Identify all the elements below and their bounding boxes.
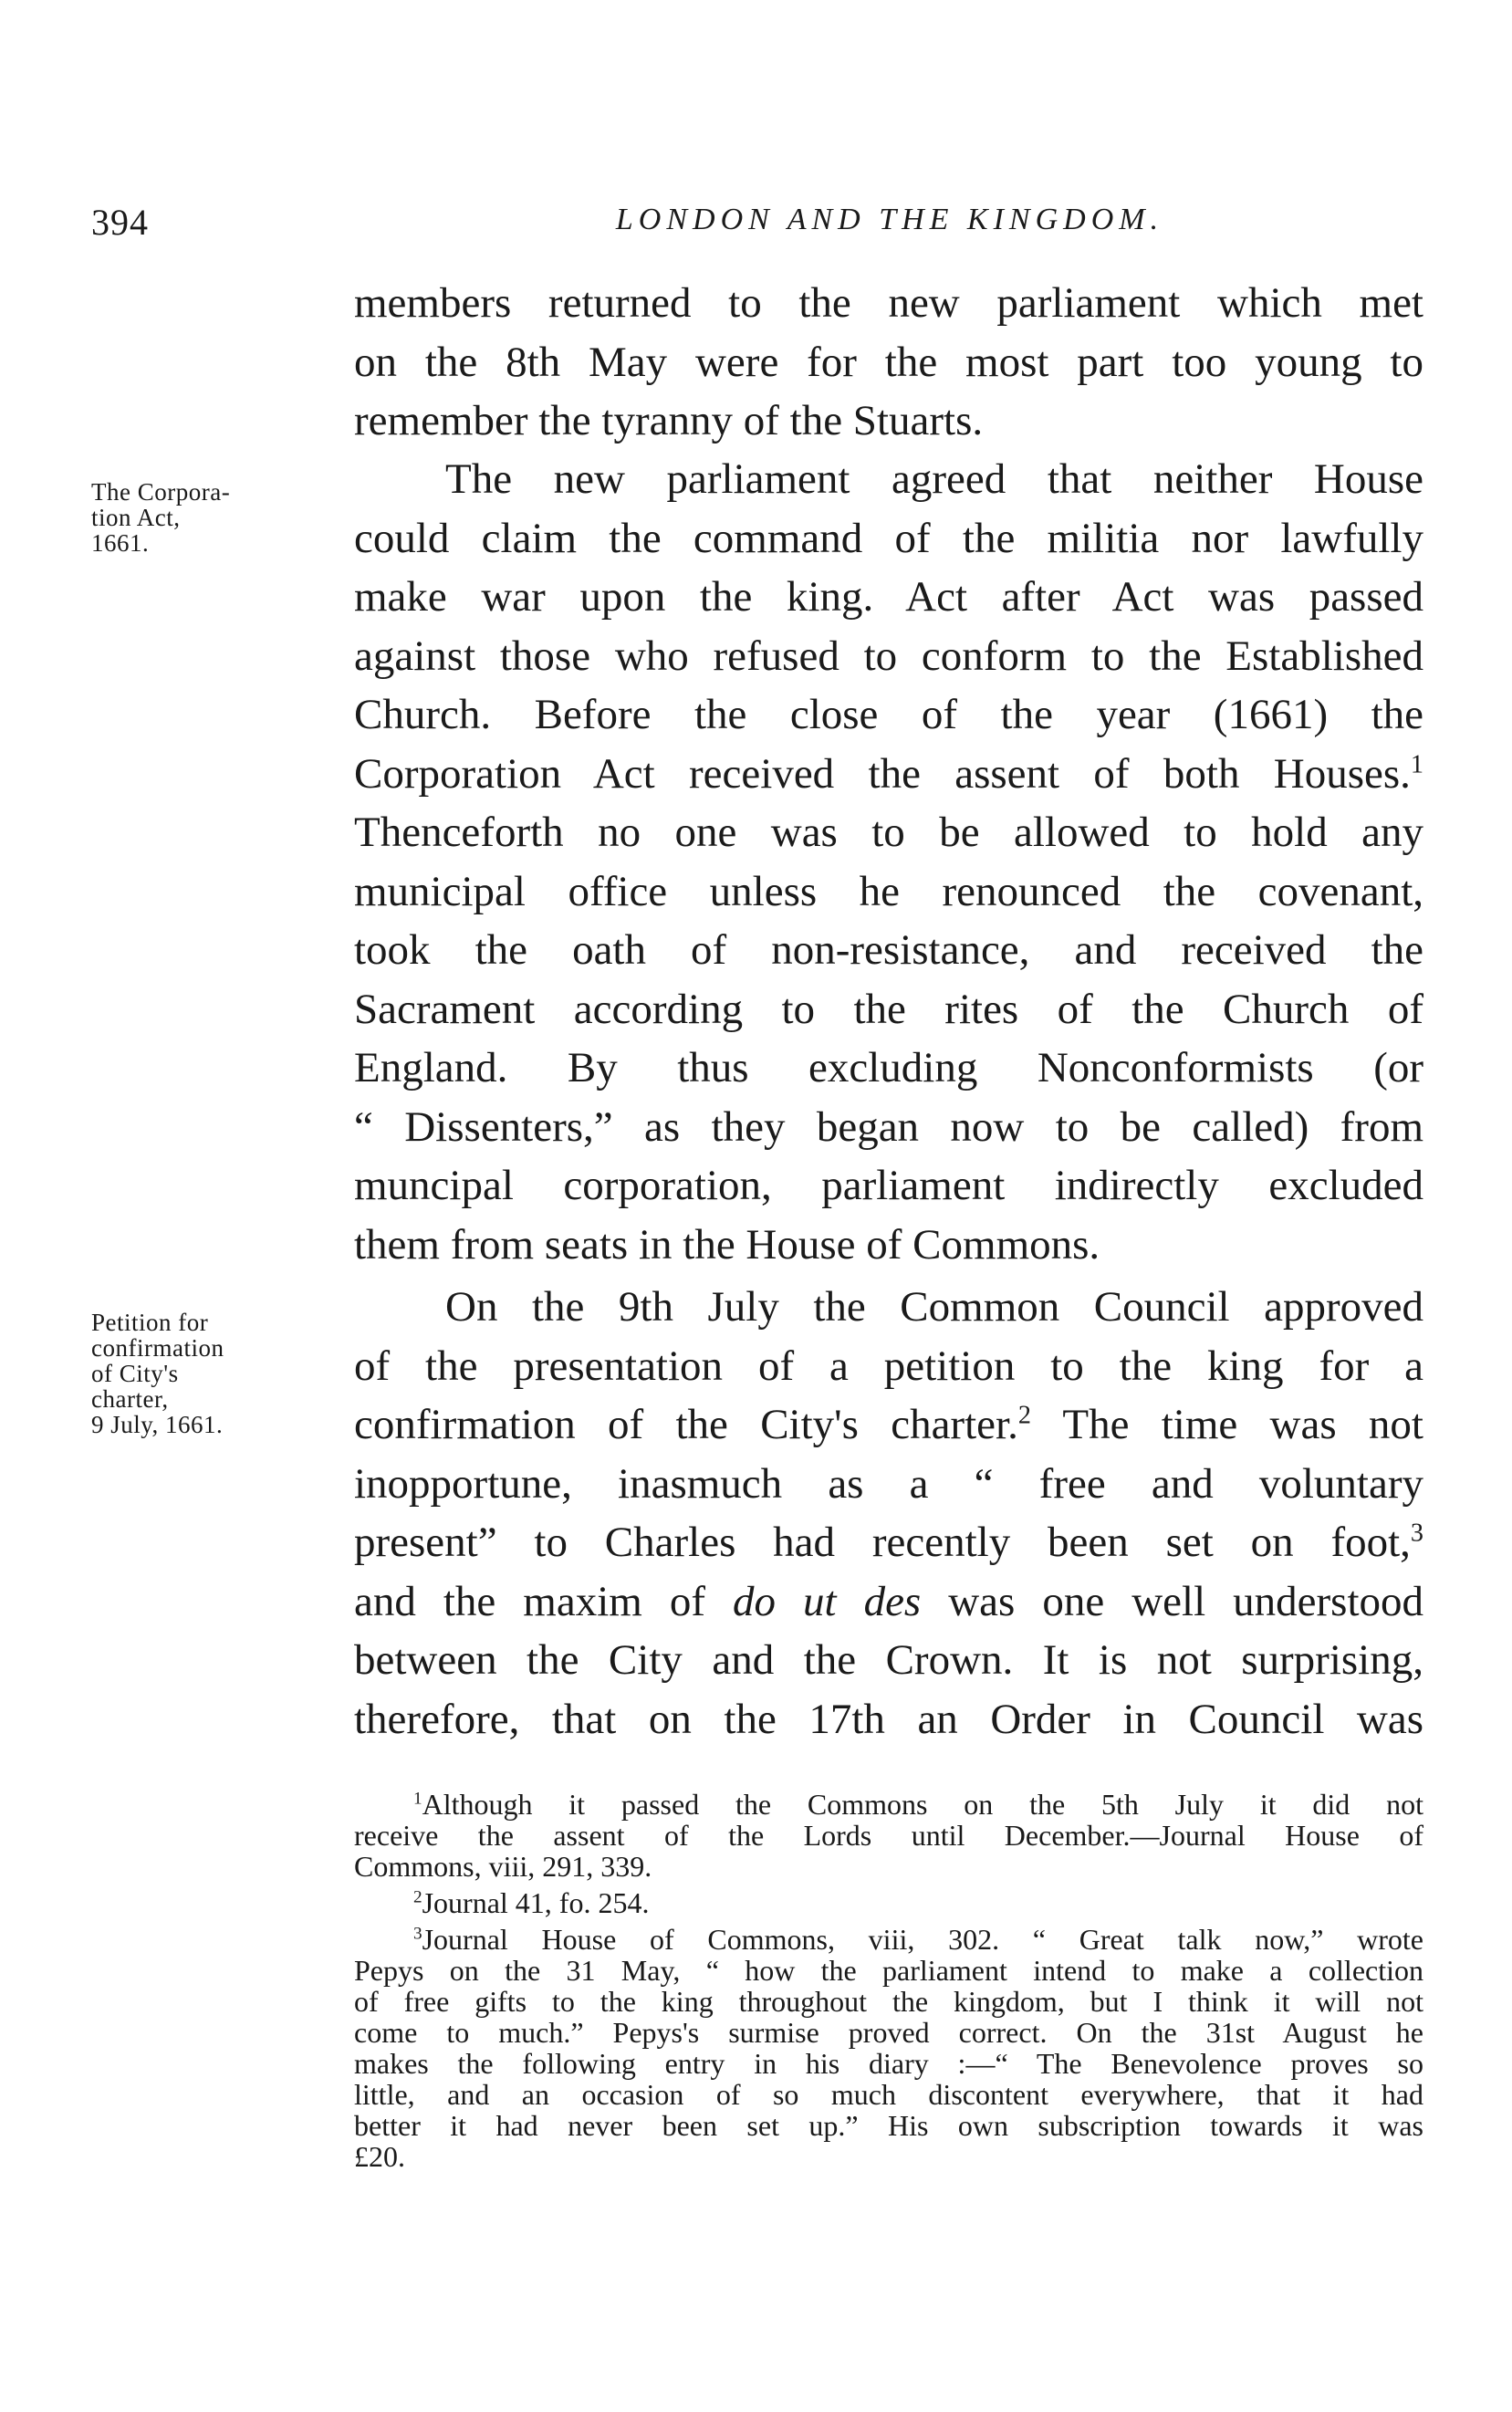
footnote-text: Journal House of Commons, viii, 302. “ Great talk now,” wrote bbox=[422, 1923, 1423, 1956]
margin-note-line: 9 July, 1661. bbox=[91, 1411, 224, 1438]
text-line: took the oath of non-resistance, and received the bbox=[354, 926, 1423, 974]
footnote-line bbox=[354, 1887, 1423, 1918]
margin-note-corporation-act bbox=[91, 479, 328, 556]
footnote-ref: 1 bbox=[1410, 749, 1423, 778]
footnote-line: Commons, viii, 291, 339. bbox=[354, 1850, 652, 1883]
text-line: muncipal corporation, parliament indirectly excluded bbox=[354, 1162, 1423, 1209]
text-line bbox=[354, 745, 1423, 804]
text-line: inopportune, inasmuch as a “ free and voluntary bbox=[354, 1459, 1423, 1508]
footnotes bbox=[354, 1789, 1423, 2177]
footnote-line: little, and an occasion of so much discontent everywhere, that it had bbox=[354, 2078, 1423, 2111]
text-line: make war upon the king. Act after Act was passed bbox=[354, 573, 1423, 621]
footnote-marker: 1 bbox=[413, 1789, 422, 1809]
text-fragment: Corporation Act received the assent of both Houses. bbox=[354, 749, 1411, 798]
text-line: Church. Before the close of the year (1661) the bbox=[354, 691, 1423, 738]
margin-note-line: 1661. bbox=[91, 529, 150, 557]
paragraph-petition bbox=[354, 1278, 1423, 1749]
footnote-ref: 3 bbox=[1410, 1519, 1423, 1548]
text-line: Thenceforth no one was to be allowed to hold any bbox=[354, 809, 1423, 856]
text-fragment: and the maxim of bbox=[354, 1577, 733, 1625]
footnote-line: come to much.” Pepys's surmise proved correct. On the 31st August he bbox=[354, 2016, 1423, 2049]
margin-note-line: Petition for bbox=[91, 1309, 209, 1336]
footnote-line: Pepys on the 31 May, “ how the parliament intend to make a collection bbox=[354, 1954, 1423, 1987]
text-fragment: present” to Charles had recently been set on foot, bbox=[354, 1519, 1411, 1566]
text-line: between the City and the Crown. It is not surprising, bbox=[354, 1636, 1423, 1684]
margin-note-line: of City's bbox=[91, 1360, 179, 1387]
footnote-line: makes the following entry in his diary :—“ The Benevolence proves so bbox=[354, 2047, 1423, 2080]
text-fragment: was one well understood bbox=[921, 1577, 1423, 1625]
text-line: remember the tyranny of the Stuarts. bbox=[354, 397, 984, 444]
page-number: 394 bbox=[91, 202, 149, 243]
text-line bbox=[354, 1513, 1423, 1572]
margin-note-petition bbox=[91, 1310, 328, 1437]
text-line: of the presentation of a petition to the king for a bbox=[354, 1342, 1423, 1390]
footnote-line bbox=[354, 1789, 1423, 1820]
margin-note-line: charter, bbox=[91, 1385, 169, 1413]
footnote-line: of free gifts to the king throughout the kingdom, but I think it will not bbox=[354, 1985, 1423, 2018]
footnote-marker: 2 bbox=[413, 1887, 422, 1907]
text-fragment: The time was not bbox=[1030, 1401, 1423, 1448]
footnote-marker: 3 bbox=[413, 1924, 422, 1944]
footnote-line bbox=[354, 1924, 1423, 1955]
margin-note-line: tion Act, bbox=[91, 504, 181, 531]
footnote-text: Although it passed the Commons on the 5th July it did not bbox=[422, 1788, 1423, 1821]
paragraph-continuation bbox=[354, 274, 1423, 451]
text-line: The new parliament agreed that neither House bbox=[445, 455, 1423, 503]
text-line: On the 9th July the Common Council approved bbox=[445, 1283, 1423, 1331]
footnote-line: £20. bbox=[354, 2140, 405, 2173]
text-line: “ Dissenters,” as they began now to be called) from bbox=[354, 1102, 1423, 1151]
text-line: therefore, that on the 17th an Order in Council was bbox=[354, 1695, 1423, 1743]
footnote-ref: 2 bbox=[1017, 1401, 1031, 1430]
footnote bbox=[354, 1789, 1423, 1882]
running-head: LONDON AND THE KINGDOM. bbox=[615, 203, 1164, 236]
text-line: against those who refused to conform to the Established bbox=[354, 632, 1423, 680]
latin-phrase: do ut des bbox=[733, 1577, 922, 1625]
footnote-line: better it had never been set up.” His own subscription towards it was bbox=[354, 2109, 1423, 2142]
footnote-text: Journal 41, fo. 254. bbox=[422, 1886, 650, 1919]
text-line bbox=[354, 1395, 1423, 1455]
text-line: them from seats in the House of Commons. bbox=[354, 1220, 1100, 1269]
margin-note-line: The Corpora- bbox=[91, 478, 231, 506]
text-line: municipal office unless he renounced the covenant, bbox=[354, 867, 1423, 915]
text-line: could claim the command of the militia nor lawfully bbox=[354, 514, 1423, 562]
text-line: Sacrament according to the rites of the Church of bbox=[354, 985, 1423, 1033]
text-fragment: confirmation of the City's charter. bbox=[354, 1401, 1018, 1448]
text-line: on the 8th May were for the most part too young to bbox=[354, 338, 1423, 386]
footnote-line: receive the assent of the Lords until December.—Journal House of bbox=[354, 1819, 1423, 1852]
text-line: England. By thus excluding Nonconformists (or bbox=[354, 1044, 1423, 1091]
text-line: members returned to the new parliament which met bbox=[354, 279, 1423, 327]
footnote bbox=[354, 1924, 1423, 2172]
margin-note-line: confirmation bbox=[91, 1334, 224, 1362]
paragraph-corporation-act bbox=[354, 450, 1423, 1274]
text-line bbox=[354, 1572, 1423, 1632]
footnote bbox=[354, 1887, 1423, 1918]
